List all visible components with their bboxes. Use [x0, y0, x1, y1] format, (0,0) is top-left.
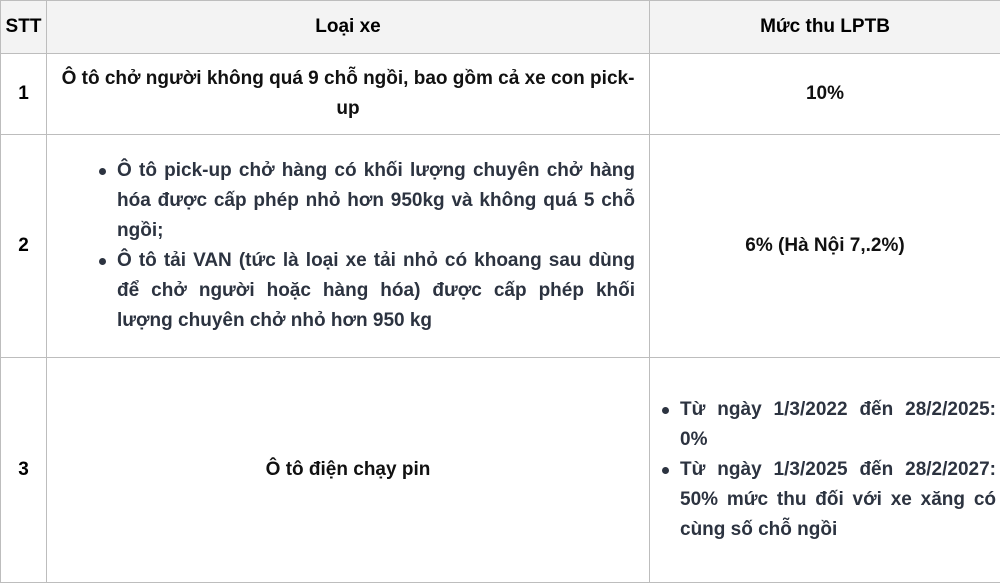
fee-rate-cell: 6% (Hà Nội 7,.2%) [650, 135, 1000, 358]
list-item: Ô tô pick-up chở hàng có khối lượng chuyên chở hàng hóa được cấp phép nhỏ hơn 950kg và không quá 5 chỗ ngồi; [117, 156, 635, 246]
table-header-row [1, 1, 1000, 54]
fee-rate-cell [650, 358, 1000, 583]
row-number: 1 [1, 54, 47, 135]
vehicle-type-cell [47, 135, 650, 358]
header-fee-rate: Mức thu LPTB [650, 1, 1000, 54]
table-row [1, 135, 1000, 358]
table-row [1, 358, 1000, 583]
vehicle-type-cell: Ô tô chở người không quá 9 chỗ ngồi, bao gồm cả xe con pick-up [47, 54, 650, 135]
vehicle-type-list [47, 156, 649, 336]
header-vehicle-type: Loại xe [47, 1, 650, 54]
header-stt: STT [1, 1, 47, 54]
list-item: Từ ngày 1/3/2025 đến 28/2/2027: 50% mức thu đối với xe xăng có cùng số chỗ ngồi [680, 455, 996, 545]
table-row [1, 54, 1000, 135]
list-item: Từ ngày 1/3/2022 đến 28/2/2025: 0% [680, 395, 996, 455]
list-item: Ô tô tải VAN (tức là loại xe tải nhỏ có khoang sau dùng để chở người hoặc hàng hóa) được cấp phép khối lượng chuyên chở nhỏ hơn 950 kg [117, 246, 635, 336]
vehicle-type-cell: Ô tô điện chạy pin [47, 358, 650, 583]
fee-rate-list [650, 395, 1000, 545]
row-number: 2 [1, 135, 47, 358]
row-number: 3 [1, 358, 47, 583]
fee-rate-cell: 10% [650, 54, 1000, 135]
